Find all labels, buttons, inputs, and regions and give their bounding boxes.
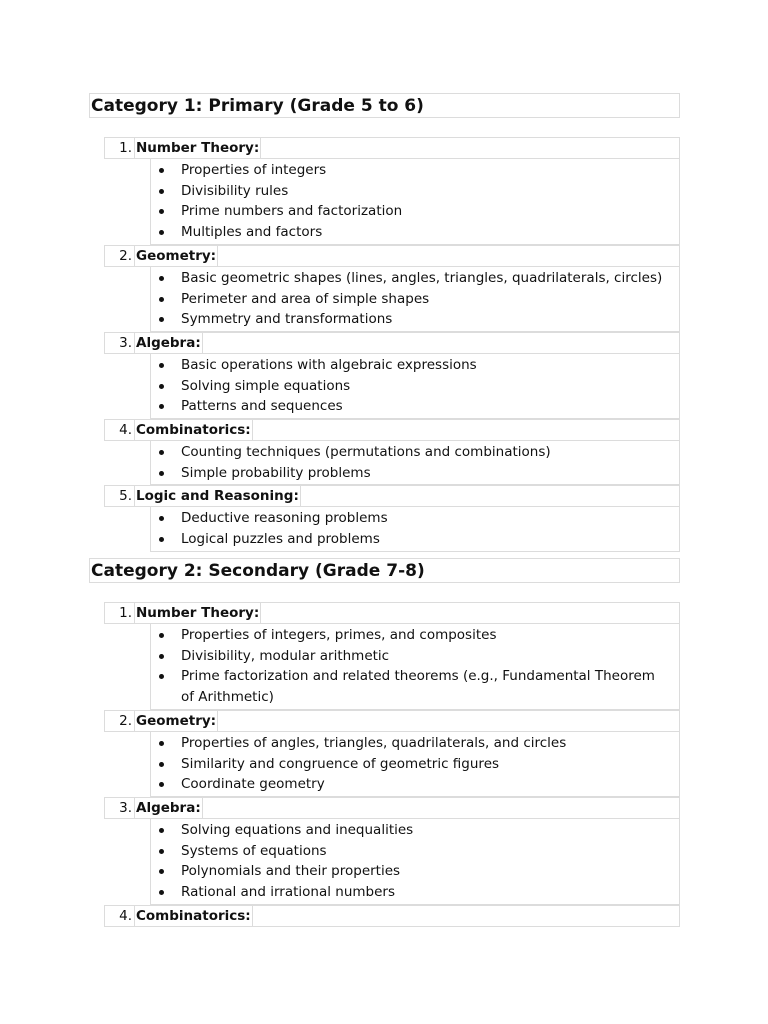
subtopic-list (150, 507, 680, 551)
bullet-icon (159, 516, 164, 521)
list-item: Deductive reasoning problems (151, 508, 679, 529)
topic-label: Number Theory: (136, 605, 260, 621)
list-number: 4. (105, 906, 135, 926)
subtopic-list (150, 441, 680, 485)
list-item: Logical puzzles and problems (151, 529, 679, 550)
topic-heading (104, 710, 680, 732)
list-number: 2. (105, 246, 135, 266)
list-item: Prime numbers and factorization (151, 201, 679, 222)
list-item: Symmetry and transformations (151, 309, 679, 330)
list-item: Systems of equations (151, 841, 679, 862)
topic-heading (104, 245, 680, 267)
bullet-icon (159, 782, 164, 787)
list-item: Similarity and congruence of geometric figures (151, 754, 679, 775)
list-number: 2. (105, 711, 135, 731)
list-item: Patterns and sequences (151, 396, 679, 417)
bullet-icon (159, 674, 164, 679)
bullet-icon (159, 890, 164, 895)
category-section (89, 93, 680, 552)
category-title: Category 1: Primary (Grade 5 to 6) (89, 93, 680, 118)
bullet-icon (159, 654, 164, 659)
list-item: Coordinate geometry (151, 774, 679, 795)
list-item: Simple probability problems (151, 463, 679, 484)
bullet-icon (159, 230, 164, 235)
topic-label: Geometry: (136, 712, 217, 729)
bullet-icon (159, 363, 164, 368)
subtopic-list (150, 267, 680, 332)
topic-heading (104, 419, 680, 441)
list-item: Properties of angles, triangles, quadrilaterals, and circles (151, 733, 679, 754)
list-item: Divisibility rules (151, 181, 679, 202)
list-item: Solving equations and inequalities (151, 820, 679, 841)
bullet-icon (159, 404, 164, 409)
category-title: Category 2: Secondary (Grade 7-8) (89, 558, 680, 583)
list-item: Multiples and factors (151, 222, 679, 243)
bullet-icon (159, 537, 164, 542)
topic-heading (104, 602, 680, 624)
subtopic-list (150, 819, 680, 905)
subtopic-list (150, 354, 680, 419)
bullet-icon (159, 450, 164, 455)
bullet-icon (159, 633, 164, 638)
topic-heading (104, 137, 680, 159)
bullet-icon (159, 471, 164, 476)
topic-label: Algebra: (136, 334, 201, 351)
list-number: 3. (105, 333, 135, 353)
list-number: 1. (105, 603, 135, 623)
list-item: Basic operations with algebraic expressions (151, 355, 679, 376)
list-item: Polynomials and their properties (151, 861, 679, 882)
bullet-icon (159, 869, 164, 874)
bullet-icon (159, 849, 164, 854)
list-item: Rational and irrational numbers (151, 882, 679, 903)
topic-label: Algebra: (136, 799, 201, 816)
list-item: Counting techniques (permutations and combinations) (151, 442, 679, 463)
bullet-icon (159, 297, 164, 302)
topic-label: Geometry: (136, 247, 217, 264)
bullet-icon (159, 384, 164, 389)
subtopic-list (150, 159, 680, 245)
bullet-icon (159, 317, 164, 322)
topic-heading (104, 905, 680, 927)
subtopic-list (150, 624, 680, 710)
bullet-icon (159, 828, 164, 833)
topic-heading (104, 797, 680, 819)
subtopic-list (150, 732, 680, 797)
list-item: Properties of integers, primes, and composites (151, 625, 679, 646)
list-item: Prime factorization and related theorems (e.g., Fundamental Theorem of Arithmetic) (151, 666, 679, 707)
bullet-icon (159, 168, 164, 173)
topic-list (104, 137, 680, 552)
list-number: 5. (105, 486, 135, 506)
list-item: Divisibility, modular arithmetic (151, 646, 679, 667)
list-item: Properties of integers (151, 160, 679, 181)
topic-label: Number Theory: (136, 140, 260, 156)
bullet-icon (159, 209, 164, 214)
topic-label: Combinatorics: (136, 907, 251, 924)
topic-list (104, 602, 680, 927)
list-item: Basic geometric shapes (lines, angles, triangles, quadrilaterals, circles) (151, 268, 679, 289)
topic-heading (104, 485, 680, 507)
bullet-icon (159, 741, 164, 746)
list-number: 3. (105, 798, 135, 818)
bullet-icon (159, 762, 164, 767)
list-item: Solving simple equations (151, 376, 679, 397)
list-number: 4. (105, 420, 135, 440)
topic-label: Logic and Reasoning: (136, 488, 299, 505)
list-number: 1. (105, 138, 135, 158)
category-section (89, 558, 680, 927)
topic-label: Combinatorics: (136, 422, 251, 439)
bullet-icon (159, 276, 164, 281)
topic-heading (104, 332, 680, 354)
list-item: Perimeter and area of simple shapes (151, 289, 679, 310)
bullet-icon (159, 189, 164, 194)
